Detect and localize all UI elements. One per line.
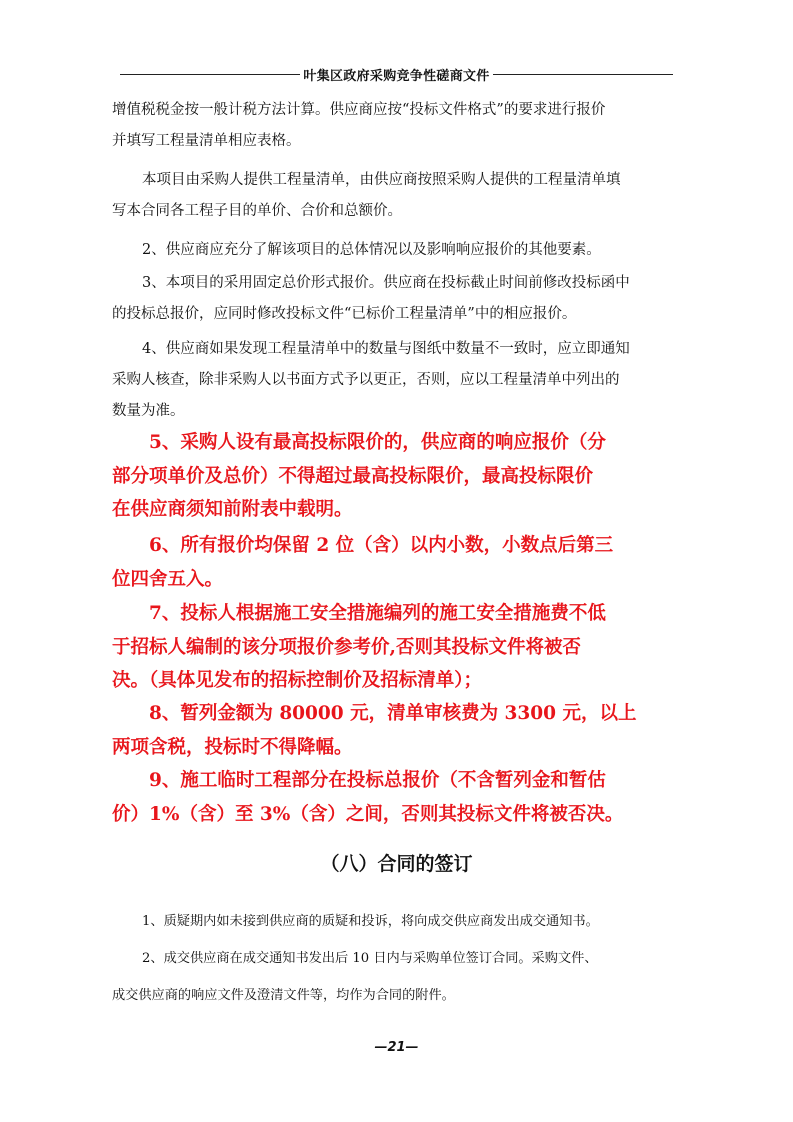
paragraph-tax: [112, 95, 687, 157]
paragraph-item-2: [112, 235, 687, 266]
text-line: 数量为准。: [112, 403, 185, 419]
header-rule-left: [120, 74, 300, 75]
text-line: 本项目由采购人提供工程量清单，由供应商按照采购人提供的工程量清单填: [142, 172, 621, 188]
text-line: 部分项单价及总价）不得超过最高投标限价，最高投标限价: [112, 465, 594, 487]
header-rule-right: [493, 74, 673, 75]
text-line: 1、质疑期内如未接到供应商的质疑和投诉，将向成交供应商发出成交通知书。: [142, 914, 599, 929]
text-line: 7、投标人根据施工安全措施编列的施工安全措施费不低: [149, 603, 606, 624]
text-line: 3、本项目的采用固定总价形式报价。供应商在投标截止时间前修改投标函中: [142, 275, 630, 291]
text-line: 2、供应商应充分了解该项目的总体情况以及影响响应报价的其他要素。: [142, 242, 601, 258]
text-line: 6、所有报价均保留 2 位（含）以内小数，小数点后第三: [149, 535, 614, 556]
text-line: 采购人核查，除非采购人以书面方式予以更正，否则，应以工程量清单中列出的: [112, 372, 620, 388]
contract-item-1: [112, 903, 687, 940]
text-line: 写本合同各工程子目的单价、合价和总额价。: [112, 203, 402, 219]
text-line: 的投标总报价，应同时修改投标文件“已标价工程量清单”中的相应报价。: [112, 306, 577, 322]
section-title: （八）合同的签订: [320, 853, 473, 875]
page-number: —21—: [374, 1040, 419, 1055]
text-line: 成交供应商的响应文件及澄清文件等，均作为合同的附件。: [112, 988, 455, 1003]
text-line: 4、供应商如果发现工程量清单中的数量与图纸中数量不一致时，应立即通知: [142, 341, 630, 357]
text-line: 价）1%（含）至 3%（含）之间，否则其投标文件将被否决。: [112, 803, 624, 825]
text-line: 在供应商须知前附表中载明。: [112, 499, 353, 520]
text-line: 决。（具体见发布的招标控制价及招标清单）；: [112, 670, 483, 691]
text-line: 8、暂列金额为 80000 元，清单审核费为 3300 元，以上: [149, 703, 637, 724]
contract-item-2: [112, 940, 687, 1014]
text-line: 两项含税，投标时不得降幅。: [112, 736, 353, 758]
text-line: 9、施工临时工程部分在投标总报价（不含暂列金和暂估: [149, 770, 606, 791]
text-line: 2、成交供应商在成交通知书发出后 10 日内与采购单位签订合同。采购文件、: [142, 951, 598, 966]
red-item-8: [112, 697, 687, 764]
text-line: 并填写工程量清单相应表格。: [112, 133, 301, 149]
text-line: 5、采购人设有最高投标限价的，供应商的响应报价（分: [149, 432, 606, 453]
text-line: 增值税税金按一般计税方法计算。供应商应按“投标文件格式”的要求进行报价: [112, 102, 606, 118]
paragraph-item-3: [112, 268, 687, 330]
red-item-5: [112, 426, 687, 527]
paragraph-bill-of-quantities: [112, 165, 687, 227]
red-item-6: [112, 529, 687, 596]
text-line: 位四舍五入。: [112, 568, 224, 590]
paragraph-item-4: [112, 334, 687, 427]
page-header: [120, 66, 673, 82]
header-title: 叶集区政府采购竞争性磋商文件: [303, 68, 490, 84]
text-line: 于招标人编制的该分项报价参考价,否则其投标文件将被否: [112, 636, 581, 658]
red-item-9: [112, 764, 687, 831]
red-item-7: [112, 597, 687, 698]
